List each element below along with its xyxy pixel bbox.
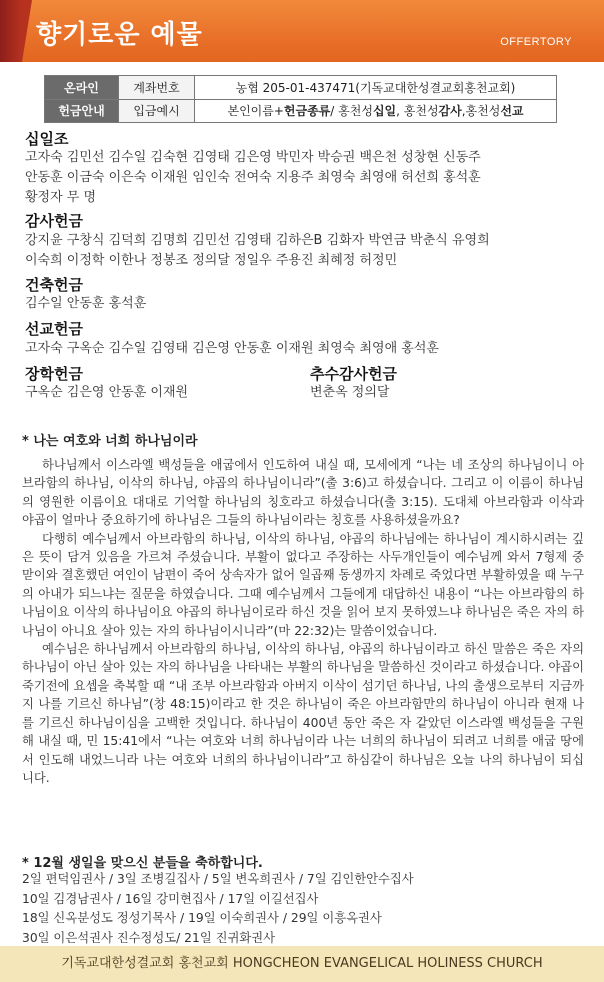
deposit-example [195, 99, 557, 123]
thanks-title: 감사헌금 [25, 212, 83, 230]
scholarship-title: 장학헌금 [25, 365, 83, 383]
article-paragraph: 하나님께서 이스라엘 백성들을 애굽에서 인도하여 내실 때, 모세에게 “나는 네 조상의 하나님이니 아브라함의 하나님, 이삭의 하나님, 야곱의 하나님이니라”(출 3:6)고 하셨습니다. 그리고 이 이름이 하나님의 영원한 이름이요 대대로 기억할 하나님의 칭호라고 하셨습니다(출 3:15). 도대체 아브라함과 이삭과 야곱이 얼마나 중요하기에 하나님은 그들의 하나님이라는 칭호를 사용하셨을까요? [22, 458, 584, 528]
thanks-line: 강지윤 구창식 김덕희 김명희 김민선 김영태 김하은B 김화자 박연금 박춘식 유영희 [25, 233, 490, 248]
birthday-list [22, 870, 582, 948]
online-offering-table [44, 75, 557, 123]
account-value: 농협 205-01-437471(기독교대한성결교회홍천교회) [195, 76, 557, 100]
tithe-line: 안동훈 이금숙 이은숙 이재원 임인숙 전여숙 지용주 최영숙 최영애 허선희 홍석훈 [25, 170, 481, 185]
mission-names [25, 339, 585, 359]
deposit-mission: 선교 [500, 104, 524, 119]
mission-line: 고자숙 구옥순 김수일 김영태 김은영 안동훈 이재원 최영숙 최영애 홍석훈 [25, 341, 439, 356]
birthday-line: 2일 편덕임권사 / 3일 조병길집사 / 5일 변옥희권사 / 7일 김인한안수집사 [22, 872, 414, 886]
tithe-title: 십일조 [25, 130, 69, 148]
tithe-line: 황정자 무 명 [25, 190, 97, 205]
birthday-line: 30일 이은석권사 진수정성도/ 21일 진귀화권사 [22, 930, 276, 945]
tithe-line: 고자숙 김민선 김수일 김숙현 김영태 김은영 박민자 박승권 백은천 성창현 신동주 [25, 150, 481, 165]
header-accent-bar [0, 0, 22, 62]
article-paragraph: 다행히 예수님께서 아브라함의 하나님, 이삭의 하나님, 야곱의 하나님에는 하나님이 계시하시려는 깊은 뜻이 담겨 있음을 가르쳐 주셨습니다. 부활이 없다고 주장하는 사두개인들이 예수님께 와서 7형제 중 맏이와 결혼했던 여인이 남편이 죽어 상속자가 없어 일곱째 동생까지 차례로 죽었다면 부활하였을 때 누구의 아내가 되느냐는 질문을 하였습니다. 그때 예수님께서 그들에게 대답하신 내용이 “나는 아브라함의 하나님이요 이삭의 하나님이요 야곱의 하나님이로라 하신 것을 읽어 보지 못하였느냐 하나님은 죽은 자의 하나님이 아니요 살아 있는 자의 하나님이시니라”(마 22:32)는 말씀이었습니다. [22, 531, 584, 638]
harvest-names [310, 383, 570, 403]
church-footer: 기독교대한성결교회 홍천교회 HONGCHEON EVANGELICAL HOLINESS CHURCH [0, 946, 604, 982]
mission-title: 선교헌금 [25, 320, 83, 338]
scholarship-names [25, 383, 295, 403]
page-header [0, 0, 604, 62]
deposit-sep1: / 홍천성 [330, 104, 373, 119]
deposit-thanks: 감사 [438, 104, 462, 119]
account-key: 계좌번호 [119, 76, 195, 100]
deposit-key: 입금예시 [119, 99, 195, 123]
birthday-title: * 12월 생일을 맞으신 분들을 축하합니다. [22, 856, 263, 871]
deposit-tithe: 십일 [372, 104, 397, 119]
birthday-line: 10일 김경남권사 / 16일 강미현집사 / 17일 이길선집사 [22, 891, 319, 906]
article-paragraph: 예수님은 하나님께서 아브라함의 하나님, 이삭의 하나님, 야곱의 하나님이라고 하신 말씀은 죽은 자의 하나님이 아닌 살아 있는 자의 하나님을 나타내는 부활의 하나님을 말씀하신 것이라고 하셨습니다. 야곱이 죽기전에 요셉을 축복할 때 “내 조부 아브라함과 아버지 이삭이 섬기던 하나님, 나의 출생으로부터 지금까지 나를 기르신 하나님”(창 48:15)이라고 한 것은 하나님이 죽은 아브라함만의 하나님이 아니라 현재 나를 기르신 하나님이심을 고백한 것입니다. 하나님이 400년 동안 죽은 자 같았던 이스라엘 백성들을 구원해 내실 때, 민 15:41에서 “나는 여호와 너희 하나님이라 나는 너희의 하나님이 되려고 너희를 애굽 땅에서 인도해 내었느니라 나는 여호와 너희의 하나님이니라”고 하심같이 하나님은 오늘 나의 하나님이 되십니다. [22, 642, 584, 785]
page-title: 향기로운 예물 [36, 20, 203, 50]
scholarship-line: 구옥순 김은영 안동훈 이재원 [25, 385, 189, 400]
harvest-line: 변춘옥 정의달 [310, 385, 390, 400]
birthday-line: 18일 신옥분성도 정성기목사 / 19일 이숙희권사 / 29일 이흥옥권사 [22, 911, 382, 925]
deposit-type: 헌금종류 [283, 104, 331, 119]
harvest-title: 추수감사헌금 [310, 365, 397, 383]
article-body [22, 456, 584, 787]
offering-guide-label: 헌금안내 [45, 99, 119, 123]
building-line: 김수일 안동훈 홍석훈 [25, 296, 147, 311]
page-subtitle-en: OFFERTORY [500, 36, 572, 48]
tithe-names [25, 148, 585, 208]
building-names [25, 294, 585, 314]
thanks-line: 이숙희 이정학 이한나 정봉조 정의달 정일우 주용진 최혜정 허정민 [25, 253, 398, 268]
deposit-sep3: ,홍천성 [461, 104, 501, 119]
article-title: * 나는 여호와 너희 하나님이라 [22, 434, 198, 449]
thanks-names [25, 231, 585, 271]
deposit-sep2: , 홍천성 [396, 104, 439, 119]
building-title: 건축헌금 [25, 276, 83, 294]
online-label: 온라인 [45, 76, 119, 100]
deposit-prefix: 본인이름+ [227, 104, 284, 119]
